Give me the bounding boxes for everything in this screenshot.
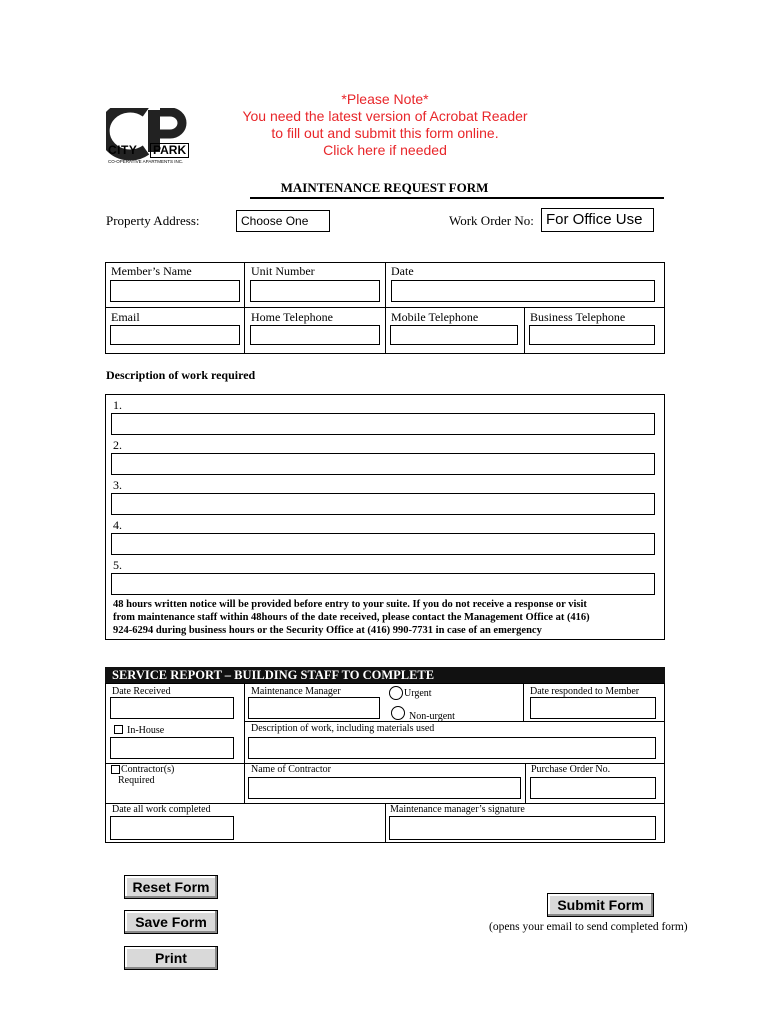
work-item-input-3[interactable] [111, 493, 655, 515]
notice-line-3: 924-6294 during business hours or the Security Office at (416) 990-7731 in case of an emergency [113, 625, 542, 636]
date-received-label: Date Received [112, 686, 171, 697]
note-line1: *Please Note* [341, 91, 429, 107]
in-house-input[interactable] [110, 737, 234, 759]
service-divider [385, 803, 386, 843]
note-link[interactable]: Click here if needed [323, 142, 447, 158]
logo-tagline: CO-OPERATIVE APARTMENTS INC. [108, 159, 184, 164]
business-telephone-label: Business Telephone [530, 310, 626, 324]
work-item-number: 5. [113, 558, 122, 572]
signature-label: Maintenance manager’s signature [390, 804, 525, 815]
member-col-divider-3 [524, 307, 525, 354]
work-item-input-1[interactable] [111, 413, 655, 435]
member-name-label: Member’s Name [111, 264, 192, 278]
logo-park: PARK [150, 143, 189, 158]
work-item-number: 3. [113, 478, 122, 492]
submit-hint: (opens your email to send completed form) [489, 921, 688, 933]
note-line3: to fill out and submit this form online. [271, 125, 499, 141]
date-responded-input[interactable] [530, 697, 656, 719]
email-label: Email [111, 310, 140, 324]
date-responded-label: Date responded to Member [530, 686, 640, 697]
form-title: MAINTENANCE REQUEST FORM [280, 180, 489, 195]
contractor-required-label: Required [118, 775, 155, 786]
urgent-radio[interactable] [389, 686, 403, 700]
non-urgent-label: Non-urgent [409, 711, 455, 722]
work-item-number: 2. [113, 438, 122, 452]
work-item-input-4[interactable] [111, 533, 655, 555]
work-order-label: Work Order No: [449, 213, 534, 228]
date-completed-input[interactable] [110, 816, 234, 840]
service-divider [244, 763, 245, 803]
service-divider [525, 763, 526, 803]
service-heading: SERVICE REPORT – BUILDING STAFF TO COMPLETE [112, 668, 435, 682]
service-divider [244, 683, 245, 763]
description-label: Description of work, including materials used [251, 723, 435, 734]
member-col-divider-1 [244, 262, 245, 354]
notice-line-2: from maintenance staff within 48hours of the date received, please contact the Management Office at (416) [113, 612, 590, 623]
unit-number-input[interactable] [250, 280, 380, 302]
maintenance-manager-input[interactable] [248, 697, 380, 719]
save-form-button[interactable]: Save Form [124, 910, 218, 934]
maintenance-manager-label: Maintenance Manager [251, 686, 341, 697]
reset-form-button[interactable]: Reset Form [124, 875, 218, 899]
property-address-select[interactable]: Choose One [236, 210, 330, 232]
date-input[interactable] [391, 280, 655, 302]
name-of-contractor-label: Name of Contractor [251, 764, 331, 775]
date-received-input[interactable] [110, 697, 234, 719]
date-label: Date [391, 264, 414, 278]
submit-form-button[interactable]: Submit Form [547, 893, 654, 917]
name-of-contractor-input[interactable] [248, 777, 521, 799]
mobile-telephone-input[interactable] [390, 325, 518, 345]
property-address-label: Property Address: [106, 213, 200, 228]
home-telephone-input[interactable] [250, 325, 380, 345]
logo-city: CITY [108, 143, 138, 157]
in-house-checkbox[interactable] [114, 725, 123, 734]
work-order-input[interactable]: For Office Use [541, 208, 654, 232]
unit-number-label: Unit Number [251, 264, 315, 278]
email-input[interactable] [110, 325, 240, 345]
work-item-number: 4. [113, 518, 122, 532]
in-house-label: In-House [127, 725, 165, 736]
signature-input[interactable] [389, 816, 656, 840]
urgent-label: Urgent [404, 688, 432, 699]
purchase-order-label: Purchase Order No. [531, 764, 611, 775]
contractor-label: Contractor(s) [121, 764, 175, 775]
print-button[interactable]: Print [124, 946, 218, 970]
work-item-number: 1. [113, 398, 122, 412]
home-telephone-label: Home Telephone [251, 310, 333, 324]
mobile-telephone-label: Mobile Telephone [391, 310, 479, 324]
date-completed-label: Date all work completed [112, 804, 211, 815]
note-line2: You need the latest version of Acrobat Reader [242, 108, 528, 124]
title-rule [250, 197, 664, 199]
service-divider [523, 683, 524, 721]
contractor-checkbox[interactable] [111, 765, 120, 774]
notice-line-1: 48 hours written notice will be provided before entry to your suite. If you do not receive a response or visit [113, 599, 587, 610]
member-col-divider-2 [385, 262, 386, 354]
work-item-input-2[interactable] [111, 453, 655, 475]
description-input[interactable] [248, 737, 656, 759]
purchase-order-input[interactable] [530, 777, 656, 799]
business-telephone-input[interactable] [529, 325, 655, 345]
member-name-input[interactable] [110, 280, 240, 302]
work-item-input-5[interactable] [111, 573, 655, 595]
work-heading: Description of work required [106, 368, 256, 382]
non-urgent-radio[interactable] [391, 706, 405, 720]
